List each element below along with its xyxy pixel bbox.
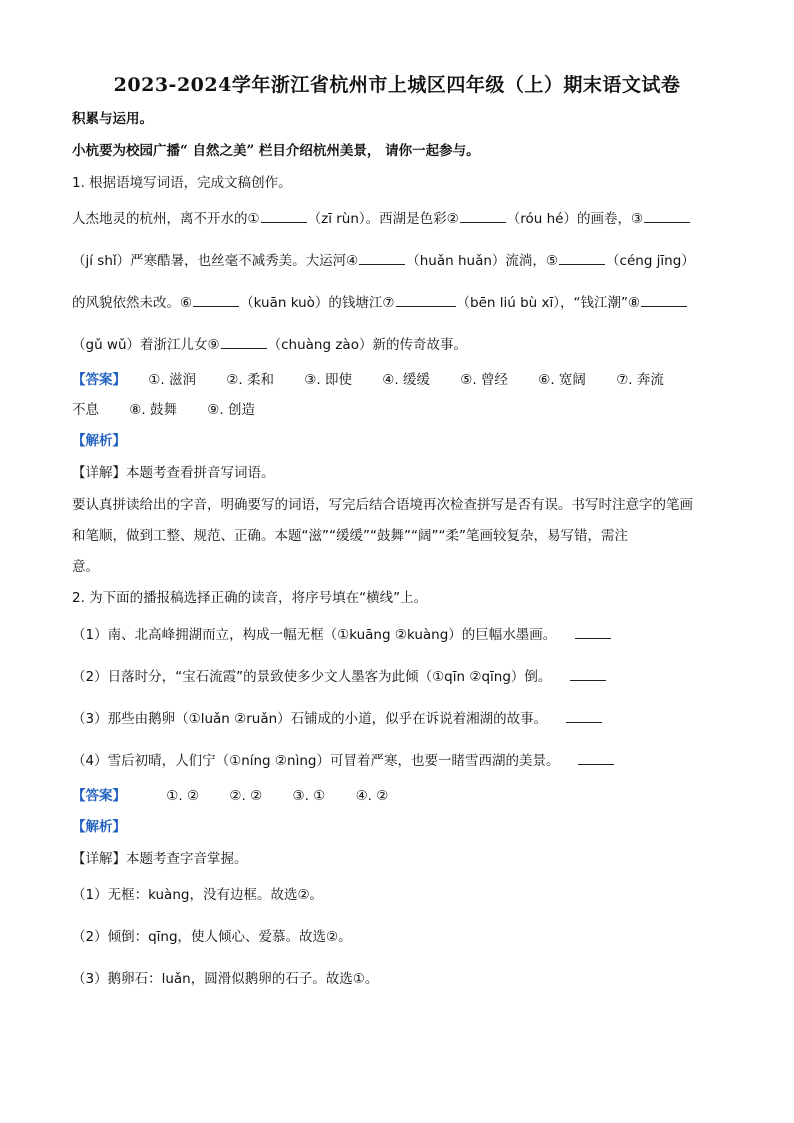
intro-text: 小杭要为校园广播“ 自然之美” 栏目介绍杭州美景， 请你一起参与。	[72, 143, 480, 159]
answer-item: ⑧. 鼓舞	[129, 402, 177, 418]
q1-text: 的风貌依然未改。⑥	[72, 295, 193, 311]
analysis-label: 【解析】	[72, 819, 126, 835]
analysis-label: 【解析】	[72, 433, 126, 449]
explain-line: 意。	[72, 559, 99, 575]
answer-blank[interactable]	[578, 752, 614, 765]
answer-label: 【答案】	[72, 372, 126, 388]
q1-line-1	[72, 210, 691, 228]
answer-blank[interactable]	[559, 252, 605, 265]
answer-item: ⑤. 曾经	[460, 372, 508, 388]
q1-answer-row-2	[72, 401, 281, 419]
answer-item: ②. 柔和	[226, 372, 274, 388]
page-title: 2023-2024学年浙江省杭州市上城区四年级（上）期末语文试卷	[113, 74, 681, 96]
detail-text: 【详解】本题考查字音掌握。	[72, 851, 248, 867]
answer-item: 不息	[72, 402, 99, 418]
q1-text: （chuàng zào）新的传奇故事。	[267, 337, 467, 353]
q1-text: （jí shǐ）严寒酷暑，也丝毫不减秀美。大运河④	[72, 253, 359, 269]
q2-answer-row	[72, 787, 414, 805]
q1-answer-row	[72, 371, 664, 389]
q2-item-text: （2）日落时分，“宝石流霞”的景致使多少文人墨客为此倾（①qīn ②qīng）倒。	[72, 669, 552, 685]
explain-line: （3）鹅卵石：luǎn，圆滑似鹅卵的石子。故选①。	[72, 971, 379, 987]
section-heading: 积累与运用。	[72, 111, 153, 127]
q2-item-text: （1）南、北高峰拥湖而立，构成一幅无框（①kuāng ②kuàng）的巨幅水墨画。	[72, 627, 557, 643]
explain-line: 要认真拼读给出的字音，明确要写的词语，写完后结合语境再次检查拼写是否有误。书写时注意字的笔画	[72, 497, 693, 513]
answer-item: ⑥. 宽阔	[538, 372, 586, 388]
q1-line-3	[72, 294, 688, 312]
q2-item-text: （4）雪后初晴，人们宁（①níng ②nìng）可冒着严寒，也要一睹雪西湖的美景。	[72, 753, 560, 769]
answer-item: ①. 滋润	[148, 372, 196, 388]
explain-line: （1）无框：kuàng，没有边框。故选②。	[72, 887, 324, 903]
answer-blank[interactable]	[644, 210, 690, 223]
answer-item: ④. 缓缓	[382, 372, 430, 388]
q1-stem: 1. 根据语境写词语，完成文稿创作。	[72, 175, 292, 191]
q1-text: （huǎn huǎn）流淌，⑤	[406, 253, 559, 269]
answer-blank[interactable]	[261, 210, 307, 223]
q1-text: （bēn liú bù xī），“钱江潮”⑧	[456, 295, 641, 311]
explain-line: （2）倾倒：qīng，使人倾心、爱慕。故选②。	[72, 929, 352, 945]
answer-blank[interactable]	[359, 252, 405, 265]
q2-item	[72, 626, 612, 644]
answer-item: ④. ②	[355, 788, 389, 804]
q1-line-4	[72, 336, 467, 354]
q1-line-2	[72, 252, 695, 270]
answer-item: ⑨. 创造	[207, 402, 255, 418]
q1-text: 人杰地灵的杭州，离不开水的①	[72, 211, 260, 227]
answer-item: ①. ②	[166, 788, 200, 804]
q2-stem: 2. 为下面的播报稿选择正确的读音，将序号填在“横线”上。	[72, 590, 428, 606]
q2-item	[72, 752, 615, 770]
answer-label: 【答案】	[72, 788, 126, 804]
q1-text: （céng jīng）	[606, 253, 695, 269]
answer-blank[interactable]	[575, 626, 611, 639]
detail-text: 【详解】本题考查看拼音写词语。	[72, 465, 275, 481]
q2-item	[72, 710, 603, 728]
q1-text: （kuān kuò）的钱塘江⑦	[240, 295, 395, 311]
q2-item-text: （3）那些由鹅卵（①luǎn ②ruǎn）石铺成的小道，似乎在诉说着湘湖的故事。	[72, 711, 548, 727]
answer-item: ②. ②	[229, 788, 263, 804]
answer-blank[interactable]	[193, 294, 239, 307]
q2-item	[72, 668, 607, 686]
answer-blank[interactable]	[396, 294, 456, 307]
answer-blank[interactable]	[460, 210, 506, 223]
answer-item: ③. ①	[292, 788, 326, 804]
answer-item: ③. 即使	[304, 372, 352, 388]
answer-item: ⑦. 奔流	[616, 372, 664, 388]
answer-blank[interactable]	[570, 668, 606, 681]
answer-blank[interactable]	[566, 710, 602, 723]
q1-text: （róu hé）的画卷，③	[506, 211, 644, 227]
answer-blank[interactable]	[641, 294, 687, 307]
q1-text: （zī rùn）。西湖是色彩②	[307, 211, 459, 227]
explain-line: 和笔顺，做到工整、规范、正确。本题“滋”“缓缓”“鼓舞”“阔”“柔”笔画较复杂，易写错，需注	[72, 528, 628, 544]
q1-text: （gǔ wǔ）着浙江儿女⑨	[72, 337, 220, 353]
answer-blank[interactable]	[221, 336, 267, 349]
